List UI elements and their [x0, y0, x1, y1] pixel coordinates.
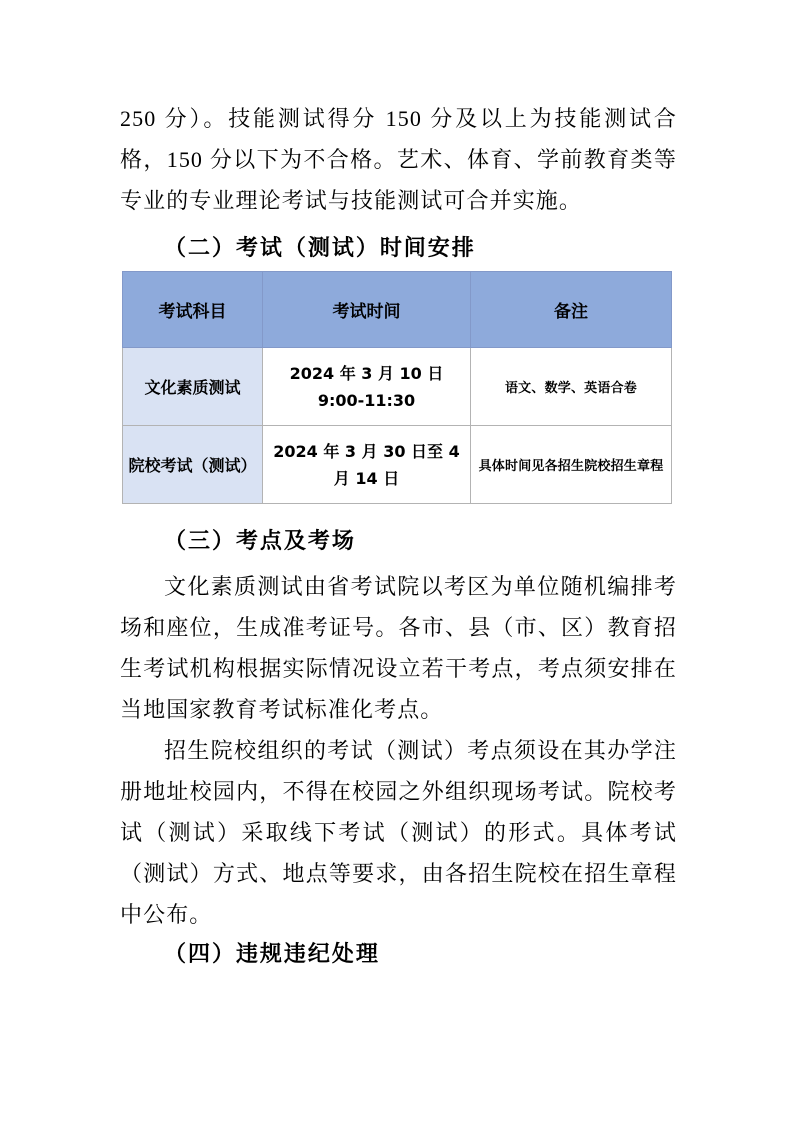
- heading-time-schedule: （二）考试（测试）时间安排: [164, 235, 476, 260]
- cell-note-college-test: 具体时间见各招生院校招生章程: [471, 426, 672, 504]
- time-hours-line: 9:00-11:30: [317, 390, 416, 410]
- table-row: [123, 348, 672, 426]
- header-remark: 备注: [471, 272, 672, 348]
- paragraph-venue-1: 文化素质测试由省考试院以考区为单位随机编排考场和座位，生成准考证号。各市、县（市、区）教育招生考试机构根据实际情况设立若干考点，考点须安排在当地国家教育考试标准化考点。: [120, 574, 677, 722]
- header-exam-subject: 考试科目: [123, 272, 263, 348]
- cell-subject-culture-test: 文化素质测试: [123, 348, 263, 426]
- exam-schedule-table: [122, 271, 672, 504]
- cell-time-culture-test: [263, 348, 471, 426]
- heading-venue: （三）考点及考场: [164, 528, 356, 553]
- header-exam-time: 考试时间: [263, 272, 471, 348]
- cell-note-culture-test: 语文、数学、英语合卷: [471, 348, 672, 426]
- time-date-line: 2024 年 3 月 10 日: [289, 363, 444, 383]
- cell-time-college-test: 2024 年 3 月 30 日至 4 月 14 日: [263, 426, 471, 504]
- cell-subject-college-test: 院校考试（测试）: [123, 426, 263, 504]
- table-header-row: [123, 272, 672, 348]
- heading-violation: （四）违规违纪处理: [164, 941, 380, 966]
- paragraph-venue-2: 招生院校组织的考试（测试）考点须设在其办学注册地址校园内，不得在校园之外组织现场考试。院校考试（测试）采取线下考试（测试）的形式。具体考试（测试）方式、地点等要求，由各招生院校在招生章程中公布。: [120, 738, 677, 927]
- table-row: [123, 426, 672, 504]
- paragraph-skill-test: 250 分）。技能测试得分 150 分及以上为技能测试合格，150 分以下为不合格。艺术、体育、学前教育类等专业的专业理论考试与技能测试可合并实施。: [120, 106, 677, 213]
